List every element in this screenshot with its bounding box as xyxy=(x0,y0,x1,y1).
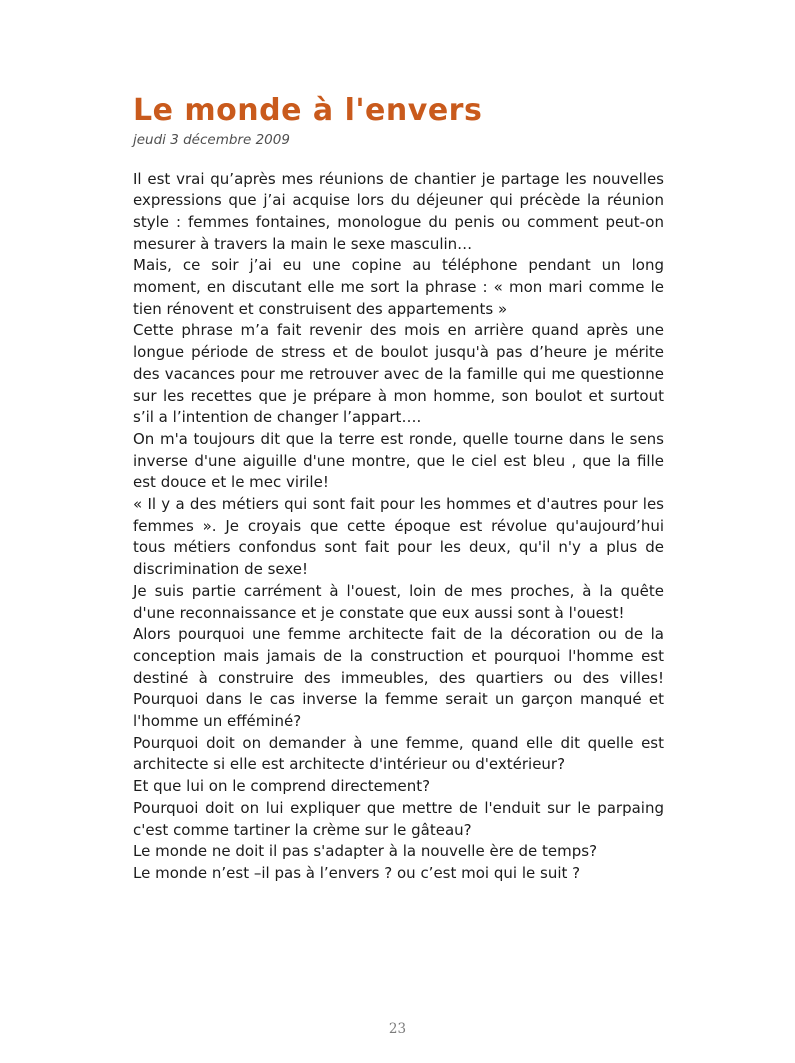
paragraph: « Il y a des métiers qui sont fait pour les hommes et d'autres pour les femmes ». Je croyais que cette époque est révolue qu'aujourd’hui tous métiers confondus sont fait pour les deux, qu'il n'y a plus de discrimination de sexe! xyxy=(133,495,664,579)
paragraph: Alors pourquoi une femme architecte fait de la décoration ou de la conception mais jamais de la construction et pourquoi l'homme est destiné à construire des immeubles, des quartiers ou des villes! Pourquoi dans le cas inverse la femme serait un garçon manqué et l'homme un efféminé? xyxy=(133,625,664,731)
paragraph: Le monde n’est –il pas à l’envers ? ou c’est moi qui le suit ? xyxy=(133,864,581,882)
paragraph: Je suis partie carrément à l'ouest, loin de mes proches, à la quête d'une reconnaissance et je constate que eux aussi sont à l'ouest! xyxy=(133,581,664,622)
paragraph: Et que lui on le comprend directement? xyxy=(133,777,431,796)
paragraph: Mais, ce soir j’ai eu une copine au téléphone pendant un long moment, en discutant elle me sort la phrase : « mon mari comme le tien rénovent et construisent des appartements » xyxy=(133,256,664,318)
post-date: jeudi 3 décembre 2009 xyxy=(133,131,290,148)
paragraph: Cette phrase m’a fait revenir des mois en arrière quand après une longue période de stress et de boulot jusqu'à pas d’heure je mérite des vacances pour me retrouver avec de la famille qui me questionne sur les recettes que je prépare à mon homme, son boulot et surtout s’il a l’intention de changer l’appart…. xyxy=(133,321,664,427)
paragraph: On m'a toujours dit que la terre est ronde, quelle tourne dans le sens inverse d'une aiguille d'une montre, que le ciel est bleu , que la fille est douce et le mec virile! xyxy=(133,429,664,492)
post-body xyxy=(133,169,664,885)
paragraph: Le monde ne doit il pas s'adapter à la nouvelle ère de temps? xyxy=(133,842,598,861)
page-title: Le monde à l'envers xyxy=(133,93,483,128)
paragraph: Pourquoi doit on demander à une femme, quand elle dit quelle est architecte si elle est architecte d'intérieur ou d'extérieur? xyxy=(133,733,664,774)
page-number: 23 xyxy=(388,1021,407,1037)
paragraph: Il est vrai qu’après mes réunions de chantier je partage les nouvelles expressions que j’ai acquise lors du déjeuner qui précède la réunion style : femmes fontaines, monologue du penis ou comment peut-on mesurer à travers la main le sexe masculin… xyxy=(133,169,664,253)
blog-post xyxy=(133,95,664,885)
paragraph: Pourquoi doit on lui expliquer que mettre de l'enduit sur le parpaing c'est comme tartiner la crème sur le gâteau? xyxy=(133,798,664,839)
